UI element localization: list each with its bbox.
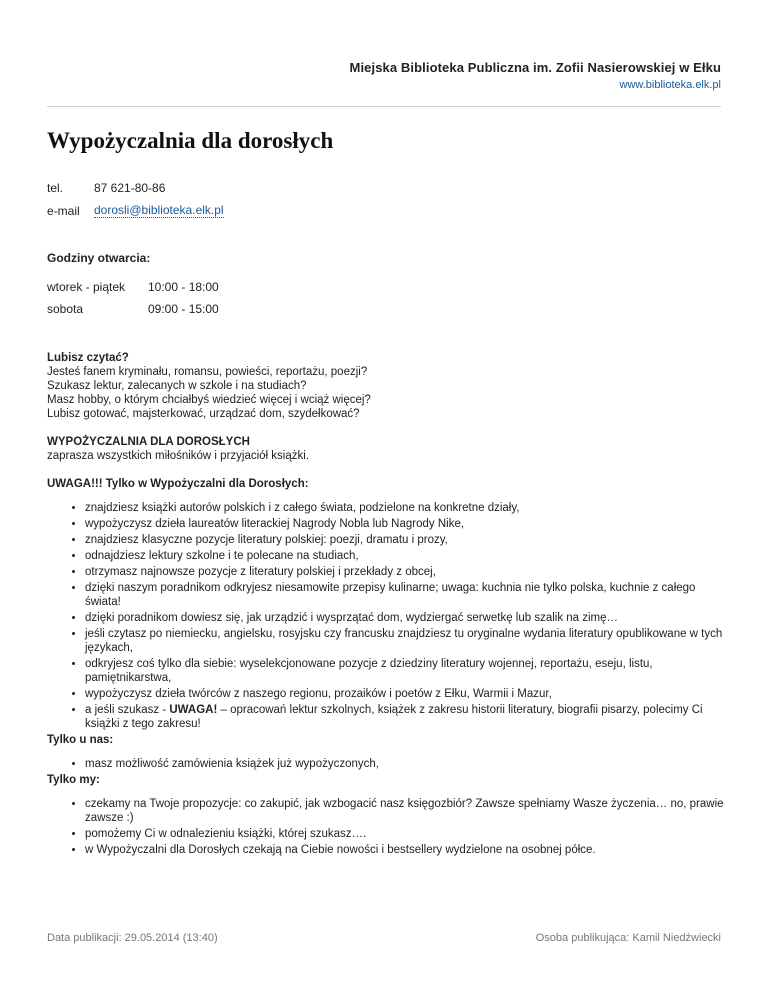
list-item: • pomożemy Ci w odnalezieniu książki, której szukasz…. — [85, 827, 727, 841]
hours-time: 10:00 - 18:00 — [148, 280, 219, 294]
hours-title: Godziny otwarcia: — [47, 251, 151, 265]
hours-row — [47, 276, 219, 298]
list-item: • jeśli czytasz po niemiecku, angielsku, rosyjsku czy francusku znajdziesz tu oryginalne wydania literatury opublikowane w tych językach, — [85, 627, 727, 655]
list-item: • wypożyczysz dzieła twórców z naszego regionu, prozaików i poetów z Ełku, Warmii i Mazur, — [85, 687, 727, 701]
publication-date: Data publikacji: 29.05.2014 (13:40) — [47, 932, 218, 944]
intro-line: Masz hobby, o którym chciałbyś wiedzieć więcej i wciąż więcej? — [47, 394, 371, 406]
list-item: • znajdziesz klasyczne pozycje literatury polskiej: poezji, dramatu i prozy, — [85, 533, 727, 547]
page-title: Wypożyczalnia dla dorosłych — [47, 128, 334, 153]
page-footer — [47, 932, 721, 944]
email-link[interactable]: dorosli@biblioteka.elk.pl — [94, 203, 224, 217]
intro-line: Szukasz lektur, zalecanych w szkole i na studiach? — [47, 380, 307, 392]
header-divider — [47, 106, 721, 107]
tel-value: 87 621-80-86 — [94, 180, 166, 195]
only-we-list — [47, 797, 727, 857]
list-item: • dzięki naszym poradnikom odkryjesz niesamowite przepisy kulinarne; uwaga: kuchnia nie tylko polska, kuchnie z całego świata! — [85, 581, 727, 609]
only-we-heading: Tylko my: — [47, 774, 100, 786]
list-item: • dzięki poradnikom dowiesz się, jak urządzić i wysprzątać dom, wydziergać serwetkę lub szalik na zimę… — [85, 611, 727, 625]
list-item-text: a jeśli szukasz - — [85, 704, 170, 716]
hours-row — [47, 298, 219, 320]
list-item: • odnajdziesz lektury szkolne i te polecane na studiach, — [85, 549, 727, 563]
intro-heading: Lubisz czytać? — [47, 352, 129, 364]
list-item: • wypożyczysz dzieła laureatów literackiej Nagrody Nobla lub Nagrody Nike, — [85, 517, 727, 531]
list-item: • otrzymasz najnowsze pozycje z literatury polskiej i przekłady z obcej, — [85, 565, 727, 579]
hours-time: 09:00 - 15:00 — [148, 302, 219, 316]
hours-day: sobota — [47, 302, 84, 316]
uwaga-block — [47, 477, 727, 731]
intro-line: Jesteś fanem kryminału, romansu, powieści, reportażu, poezji? — [47, 366, 368, 378]
list-item: • czekamy na Twoje propozycje: co zakupić, jak wzbogacić nasz księgozbiór? Zawsze spełniamy Wasze życzenia… no, prawie zawsze :) — [85, 797, 727, 825]
uwaga-emphasis: UWAGA! — [169, 704, 218, 716]
intro-line: Lubisz gotować, majsterkować, urządzać dom, szydełkować? — [47, 408, 360, 420]
invite-block — [47, 435, 727, 463]
uwaga-list — [47, 501, 727, 731]
main-content — [47, 351, 727, 859]
invite-heading: WYPOŻYCZALNIA DLA DOROSŁYCH — [47, 436, 250, 448]
organization-name: Miejska Biblioteka Publiczna im. Zofii Nasierowskiej w Ełku — [349, 60, 721, 75]
list-item: • odkryjesz coś tylko dla siebie: wyselekcjonowane pozycje z dziedziny literatury wojennej, reportażu, eseju, listu, pamiętnikarstwa, — [85, 657, 727, 685]
list-item: • masz możliwość zamówienia książek już wypożyczonych, — [85, 757, 727, 771]
uwaga-heading: UWAGA!!! Tylko w Wypożyczalni dla Dorosłych: — [47, 478, 309, 490]
list-item — [85, 703, 727, 731]
intro-block — [47, 351, 727, 421]
hours-day: wtorek - piątek — [47, 280, 126, 294]
list-item-text: – opracowań lektur szkolnych, książek z zakresu historii literatury, biografii pisarzy, polecimy Ci książki z tego zakresu! — [85, 704, 703, 730]
website-link[interactable]: www.biblioteka.elk.pl — [619, 79, 721, 91]
invite-text: zaprasza wszystkich miłośników i przyjaciół książki. — [47, 450, 310, 462]
publisher: Osoba publikująca: Kamil Niedźwiecki — [535, 932, 721, 944]
list-item: • znajdziesz książki autorów polskich i z całego świata, podzielone na konkretne działy, — [85, 501, 727, 515]
email-label: e-mail — [47, 203, 80, 218]
only-us-heading: Tylko u nas: — [47, 734, 114, 746]
contact-info — [47, 176, 224, 222]
site-header — [350, 60, 721, 91]
tel-label: tel. — [47, 180, 64, 195]
opening-hours — [47, 276, 219, 320]
list-item: • w Wypożyczalni dla Dorosłych czekają na Ciebie nowości i bestsellery wydzielone na osobnej półce. — [85, 843, 727, 857]
only-us-list — [47, 757, 727, 771]
